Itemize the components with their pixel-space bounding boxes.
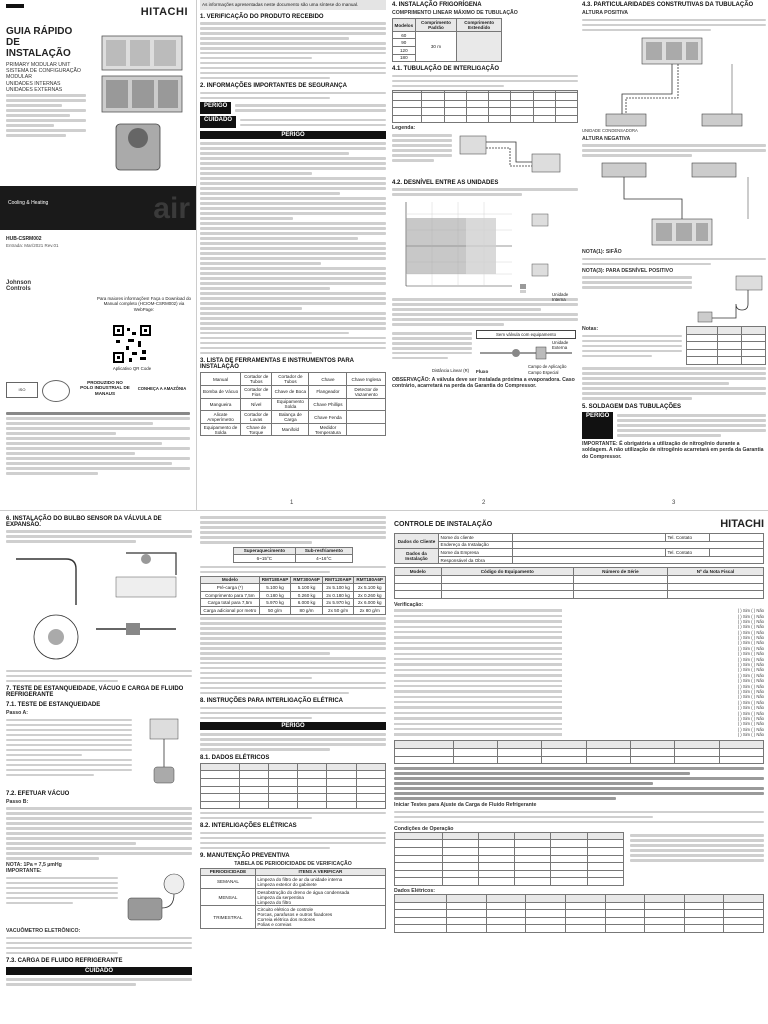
sim-nao-checkbox[interactable]: ( ) Sim ( ) Não bbox=[737, 678, 764, 684]
table-row bbox=[201, 779, 386, 787]
table-row bbox=[393, 93, 578, 101]
sim-nao-checkbox[interactable]: ( ) Sim ( ) Não bbox=[737, 640, 764, 646]
leak-test-diagram bbox=[136, 717, 192, 787]
form-field[interactable] bbox=[573, 591, 667, 599]
checklist-question bbox=[394, 674, 562, 676]
sim-nao-checkbox[interactable]: ( ) Sim ( ) Não bbox=[737, 715, 764, 721]
iso-logo: ISO bbox=[6, 382, 38, 398]
table-row bbox=[395, 855, 624, 863]
cuidado-banner: CUIDADO bbox=[6, 967, 192, 975]
form-field[interactable] bbox=[513, 549, 666, 557]
perigo-banner: PERIGO bbox=[200, 722, 386, 730]
table-row: Responsável da Obra bbox=[395, 556, 764, 564]
sim-nao-checkbox[interactable]: ( ) Sim ( ) Não bbox=[737, 635, 764, 641]
table-row bbox=[395, 863, 624, 871]
importante-label: IMPORTANTE: bbox=[6, 868, 42, 875]
diameter-table bbox=[686, 326, 766, 365]
qr-caption: Aplicativo QR Code bbox=[112, 366, 152, 371]
section-82-heading: 8.2. INTERLIGAÇÕES ELÉTRICAS bbox=[200, 823, 297, 830]
table-row: Dados do Cliente Nome do cliente Tel. Contato bbox=[395, 534, 764, 542]
cover-band bbox=[0, 186, 196, 230]
seal-logo bbox=[42, 380, 70, 402]
table-row bbox=[395, 748, 764, 756]
form-field[interactable] bbox=[441, 591, 573, 599]
sim-nao-checkbox[interactable]: ( ) Sim ( ) Não bbox=[737, 710, 764, 716]
form-field[interactable] bbox=[710, 549, 764, 557]
table-row bbox=[395, 840, 624, 848]
section-42-text bbox=[392, 188, 578, 196]
form-title: CONTROLE DE INSTALAÇÃO bbox=[394, 520, 493, 528]
nota-sifao: NOTA(1): SIFÃO bbox=[582, 249, 622, 256]
installation-control-form bbox=[394, 512, 764, 1024]
checklist-question bbox=[394, 626, 562, 628]
table-row: Modelos Comprimento Padrão Comprimento Estendido bbox=[393, 19, 502, 32]
table-row bbox=[201, 794, 386, 802]
section-1-text bbox=[200, 22, 386, 79]
sim-nao-checkbox[interactable]: ( ) Sim ( ) Não bbox=[737, 629, 764, 635]
altura-positiva-label: ALTURA POSITIVA bbox=[582, 10, 629, 16]
perigo-label: PERIGO bbox=[582, 412, 613, 439]
nitrogen-importante: IMPORTANTE: É obrigatória a utilização de nitrogênio durante a soldagem. A não utilização de nitrogênio acarretará em perda da Garantia do Compressor. bbox=[582, 441, 764, 460]
section-81-heading: 8.1. DADOS ELÉTRICOS bbox=[200, 754, 270, 761]
passo-b-label: Passo B: bbox=[6, 798, 29, 805]
table-row bbox=[395, 847, 624, 855]
table-row bbox=[395, 902, 764, 910]
sim-nao-checkbox[interactable]: ( ) Sim ( ) Não bbox=[737, 699, 764, 705]
checklist-question bbox=[394, 733, 562, 735]
table-row bbox=[393, 100, 578, 108]
verification-checklist bbox=[394, 608, 764, 737]
table-row bbox=[395, 756, 764, 764]
manual-page-3 bbox=[582, 0, 766, 510]
checklist-question bbox=[394, 631, 562, 633]
sim-nao-checkbox[interactable]: ( ) Sim ( ) Não bbox=[737, 721, 764, 727]
section-42-heading: 4.2. DESNÍVEL ENTRE AS UNIDADES bbox=[392, 179, 499, 186]
sim-nao-checkbox[interactable]: ( ) Sim ( ) Não bbox=[737, 651, 764, 657]
table-row bbox=[201, 786, 386, 794]
diagram-label-condensadora: UNIDADE CONDENSADORA bbox=[582, 127, 638, 133]
checklist-question bbox=[394, 647, 562, 649]
superheat-table bbox=[233, 547, 353, 563]
page-number: 2 bbox=[482, 500, 486, 506]
sim-nao-checkbox[interactable]: ( ) Sim ( ) Não bbox=[737, 662, 764, 668]
checklist-question bbox=[394, 723, 562, 725]
form-field[interactable] bbox=[395, 583, 442, 591]
sim-nao-checkbox[interactable]: ( ) Sim ( ) Não bbox=[737, 683, 764, 689]
form-field[interactable] bbox=[395, 575, 442, 583]
checklist-question bbox=[394, 663, 562, 665]
table-row: Alicate Amperímetro Cortador de Luvas Balança de Carga Chave Fenda bbox=[201, 411, 386, 424]
form-field[interactable] bbox=[710, 534, 764, 542]
cover-sub-line: PRIMARY MODULAR UNIT bbox=[6, 62, 71, 68]
table-row: Modelo Código do Equipamento Número de Série Nº da Nota Fiscal bbox=[395, 568, 764, 576]
checklist-question bbox=[394, 642, 562, 644]
section-7-heading: 7. TESTE DE ESTANQUEIDADE, VÁCUO E CARGA DE FLUIDO REFRIGERANTE bbox=[6, 686, 184, 699]
form-field[interactable] bbox=[513, 556, 764, 564]
table-row bbox=[395, 591, 764, 599]
electrical-form-table bbox=[394, 894, 764, 933]
refrigerant-charge-table bbox=[200, 576, 386, 615]
altura-negativa-label: ALTURA NEGATIVA bbox=[582, 135, 631, 142]
table-row: MENSAL Desobstrução do dreno de água condensada Limpeza da serpentina Limpeza do filtro bbox=[201, 888, 386, 906]
table-row bbox=[201, 771, 386, 779]
table-row: Carga total para 7,5m 5.970 kg 6.000 kg 2x 5.970 kg 2x 6.000 kg bbox=[201, 599, 386, 607]
table-row: TRIMESTRAL Circuito elétrico de controle Porcas, parafusos e outros fixadores Correia elétrica dos motores Polias e correias bbox=[201, 906, 386, 929]
table-row: Endereço da Instalação bbox=[395, 541, 764, 549]
more-info-text: Para maiores informações! Faça o Download do Manual completo (HCIOM-CSRM002) via WebPage: bbox=[97, 296, 191, 312]
manual-page-2 bbox=[392, 0, 578, 510]
table-row bbox=[687, 357, 766, 365]
table-row bbox=[395, 917, 764, 925]
table-row: 90 bbox=[393, 39, 502, 47]
table-row: Pré-carga (*) 5.100 kg 5.100 kg 2x 5.100 kg 2x 5.100 kg bbox=[201, 584, 386, 592]
table-row bbox=[395, 583, 764, 591]
form-field[interactable] bbox=[513, 534, 666, 542]
negative-height-diagram bbox=[582, 159, 762, 249]
section-3-heading: 3. LISTA DE FERRAMENTAS E INSTRUMENTOS PARA INSTALAÇÃO bbox=[200, 358, 354, 371]
table-row bbox=[687, 349, 766, 357]
perigo-label: PERIGO bbox=[200, 102, 231, 114]
tools-table bbox=[200, 372, 386, 436]
table-row: Modelo RMT180A6P RMT300A6P RMT120A6P RMT180A6P bbox=[201, 576, 386, 584]
form-field[interactable] bbox=[513, 541, 764, 549]
cover-sub-line: UNIDADES EXTERNAS bbox=[6, 86, 63, 93]
section-41-text bbox=[392, 75, 578, 88]
amazonia-logo: CONHEÇA A AMAZÔNIA bbox=[137, 386, 187, 391]
checklist-question bbox=[394, 696, 562, 698]
table-row bbox=[395, 741, 764, 749]
vacuum-unit-note: NOTA: 1Pa = 7,5 µmHg bbox=[6, 861, 62, 868]
maintenance-table bbox=[200, 868, 386, 929]
johnson-controls-logo: Johnson Controls bbox=[6, 280, 31, 292]
intro-box: As informações apresentadas neste documento são uma síntese do manual. bbox=[200, 0, 386, 10]
cuidado-label: CUIDADO bbox=[200, 116, 236, 128]
checklist-question bbox=[394, 653, 562, 655]
form-field[interactable] bbox=[441, 583, 573, 591]
cover-panel bbox=[0, 0, 197, 510]
section-2-heading: 2. INFORMAÇÕES IMPORTANTES DE SEGURANÇA bbox=[200, 83, 347, 90]
table-row bbox=[395, 878, 624, 886]
section-43-heading: 4.3. PARTICULARIDADES CONSTRUTIVAS DA TUBULAÇÃO bbox=[582, 2, 754, 8]
table-row: Equipamento de Solda Chave de Torque Manifold Medidor Temperatura bbox=[201, 423, 386, 436]
form-field[interactable] bbox=[573, 583, 667, 591]
checklist-question bbox=[394, 685, 562, 687]
table-row bbox=[687, 327, 766, 335]
table-row bbox=[395, 575, 764, 583]
model-note: Entrada: Mar/2021 Rev.01 bbox=[6, 243, 59, 248]
checklist-question bbox=[394, 609, 562, 611]
table-row bbox=[395, 895, 764, 903]
sim-nao-checkbox[interactable]: ( ) Sim ( ) Não bbox=[737, 618, 764, 624]
form-field[interactable] bbox=[667, 591, 763, 599]
table-row: Mangueira Nível Equipamento Solda Chave Phillips bbox=[201, 398, 386, 411]
checklist-question bbox=[394, 620, 562, 622]
page-number: 3 bbox=[672, 500, 676, 506]
cover-sub-line: SISTEMA DE CONFIGURAÇÃO MODULAR bbox=[6, 68, 81, 81]
checklist-question bbox=[394, 712, 562, 714]
manual-page-front bbox=[0, 0, 768, 511]
chart-label-campo: Campo de Aplicação bbox=[528, 364, 567, 369]
vacuum-pump-diagram bbox=[122, 868, 192, 928]
band-watermark: air bbox=[153, 192, 190, 225]
brand-logo: HITACHI bbox=[140, 6, 188, 18]
section-41-heading: 4.1. TUBULAÇÃO DE INTERLIGAÇÃO bbox=[392, 66, 500, 73]
form-field[interactable] bbox=[573, 575, 667, 583]
nota-desnivel: NOTA(3): PARA DESNÍVEL POSITIVO bbox=[582, 267, 674, 274]
checklist-question bbox=[394, 680, 562, 682]
manual-page-back bbox=[0, 512, 768, 1024]
company-address-block bbox=[6, 410, 190, 477]
table-row bbox=[393, 115, 578, 123]
table-row: Superaquecimento Sub-resfriamento bbox=[234, 547, 353, 555]
table-row bbox=[395, 910, 764, 918]
table-row bbox=[687, 334, 766, 342]
table-row: PERIODICIDADE ITENS A VERIFICAR bbox=[201, 868, 386, 876]
notes-label: Notas: bbox=[582, 326, 599, 333]
operating-table bbox=[394, 832, 624, 886]
table-row: 6~15°C 4~16°C bbox=[234, 555, 353, 563]
bulb-sensor-diagram bbox=[6, 545, 190, 609]
table-row bbox=[201, 763, 386, 771]
product-illustration bbox=[96, 34, 190, 174]
form-field[interactable] bbox=[667, 575, 763, 583]
maintenance-title: TABELA DE PERIODICIDADE DE VERIFICAÇÃO bbox=[234, 861, 352, 868]
made-in-manaus: PRODUZIDO NO POLO INDUSTRIAL DE MANAUS bbox=[80, 380, 130, 396]
elevation-chart bbox=[392, 198, 576, 294]
valve-observation: OBSERVAÇÃO: A válvula deve ser instalada próxima a evaporadora. Caso contrário, acarretará na perda da Garantia do Compressor. bbox=[392, 376, 575, 389]
comp-title: COMPRIMENTO LINEAR MÁXIMO DE TUBULAÇÃO bbox=[392, 10, 518, 16]
sim-nao-checkbox[interactable]: ( ) Sim ( ) Não bbox=[737, 608, 764, 614]
electrical-data-label: Dados Elétricos: bbox=[394, 887, 435, 894]
table-row: 180 bbox=[393, 54, 502, 62]
section-42-notes bbox=[392, 298, 578, 326]
equipment-table bbox=[394, 567, 764, 598]
length-table bbox=[392, 18, 502, 62]
sim-nao-checkbox[interactable]: ( ) Sim ( ) Não bbox=[737, 726, 764, 732]
table-row bbox=[201, 801, 386, 809]
operating-conditions-label: Condições de Operação bbox=[394, 825, 454, 832]
qr-code[interactable] bbox=[112, 324, 152, 364]
section-2-text bbox=[200, 92, 386, 100]
client-table bbox=[394, 533, 764, 564]
initial-tests-label: Iniciar Testes para Ajuste da Carga de Fluido Refrigerante bbox=[394, 802, 537, 808]
checklist-question bbox=[394, 615, 562, 617]
sim-nao-checkbox[interactable]: ( ) Sim ( ) Não bbox=[737, 645, 764, 651]
table-row: Dados da Instalação Nome da Empresa Tel. Contato bbox=[395, 549, 764, 557]
checklist-question bbox=[394, 706, 562, 708]
table-row bbox=[393, 108, 578, 116]
section-71-heading: 7.1. TESTE DE ESTANQUEIDADE bbox=[6, 702, 101, 709]
manual-page-1 bbox=[200, 0, 386, 510]
page-number: 1 bbox=[290, 500, 294, 506]
checklist-question bbox=[394, 636, 562, 638]
form-field[interactable] bbox=[667, 583, 763, 591]
table-row: Manual Cortador de Tubos Cortador de Tubos Chave Chave Inglesa bbox=[201, 373, 386, 386]
checklist-question bbox=[394, 717, 562, 719]
section-9-heading: 9. MANUTENÇÃO PREVENTIVA bbox=[200, 853, 290, 860]
chart-label-outdoor: Unidade Externa bbox=[552, 340, 569, 350]
piping-table bbox=[392, 90, 578, 124]
sim-nao-checkbox[interactable]: ( ) Sim ( ) Não bbox=[737, 672, 764, 678]
brand-logo: HITACHI bbox=[720, 518, 764, 530]
vacuometro-label: VACUÔMETRO ELETRÔNICO: bbox=[6, 928, 81, 935]
band-text: Cooling & Heating bbox=[8, 200, 49, 206]
checklist-question bbox=[394, 690, 562, 692]
piping-diagram bbox=[456, 132, 566, 176]
form-field[interactable] bbox=[441, 575, 573, 583]
section-8-heading: 8. INSTRUÇÕES PARA INTERLIGAÇÃO ELÉTRICA bbox=[200, 698, 344, 705]
sim-nao-checkbox[interactable]: ( ) Sim ( ) Não bbox=[737, 689, 764, 694]
chart-label-indoor: Unidade Interna bbox=[552, 292, 569, 302]
table-row: Comprimento para 7,5m 0.180 kg 0.260 kg 2x 0.180 kg 2x 0.260 kg bbox=[201, 591, 386, 599]
table-row bbox=[687, 342, 766, 350]
perigo-banner: PERIGO bbox=[200, 131, 386, 139]
sim-nao-checkbox[interactable]: ( ) Sim ( ) Não bbox=[737, 624, 764, 630]
manual-page-4 bbox=[6, 512, 192, 1024]
table-row bbox=[395, 832, 624, 840]
manual-page-5 bbox=[200, 512, 386, 1024]
bulb-position-diagram bbox=[6, 609, 190, 667]
table-row: Carga adicional por metro 50 g/m 80 g/m 2x 50 g/m 2x 80 g/m bbox=[201, 607, 386, 615]
sim-nao-checkbox[interactable]: ( ) Sim ( ) Não bbox=[737, 694, 764, 700]
sim-nao-checkbox[interactable]: ( ) Sim ( ) Não bbox=[737, 667, 764, 673]
section-1-heading: 1. VERIFICAÇÃO DO PRODUTO RECEBIDO bbox=[200, 13, 324, 20]
section-72-heading: 7.2. EFETUAR VÁCUO bbox=[6, 790, 70, 797]
electrical-data-table bbox=[200, 763, 386, 810]
section-5-heading: 5. SOLDAGEM DAS TUBULAÇÕES bbox=[582, 403, 682, 410]
sifao-diagram bbox=[696, 274, 766, 324]
table-row: Bomba de Vácuo Cortador de Fios Chave de Boca Flangeador Detector de Vazamento bbox=[201, 386, 386, 399]
checklist-question bbox=[394, 669, 562, 671]
cover-title: GUIA RÁPIDO DE INSTALAÇÃO bbox=[6, 26, 73, 59]
section-73-heading: 7.3. CARGA DE FLUIDO REFRIGERANTE bbox=[6, 958, 123, 965]
model-code: HUB-CSRM002 bbox=[6, 236, 42, 242]
flow-label: Fluxo bbox=[476, 368, 489, 374]
checklist-question bbox=[394, 728, 562, 730]
passo-a-label: Passo A: bbox=[6, 710, 29, 717]
cover-model-list bbox=[6, 92, 86, 139]
table-row: 60 30 m bbox=[393, 31, 502, 39]
cover-sub-line: UNIDADES INTERNAS bbox=[6, 80, 61, 87]
section-4-heading: 4. INSTALAÇÃO FRIGORÍGENA bbox=[392, 2, 482, 8]
chart-label-distance: Distância Linear (R) bbox=[432, 368, 470, 373]
sim-nao-checkbox[interactable]: ( ) Sim ( ) Não bbox=[737, 613, 764, 619]
table-row bbox=[395, 870, 624, 878]
cover-subtitles bbox=[6, 62, 96, 93]
table-row bbox=[395, 925, 764, 933]
table-row: SEMANAL Limpeza do filtro de ar da unidade interna Limpeza exterior do gabinete bbox=[201, 876, 386, 889]
sim-nao-checkbox[interactable]: ( ) Sim ( ) Não bbox=[737, 656, 764, 662]
checklist-question bbox=[394, 658, 562, 660]
sim-nao-checkbox[interactable]: ( ) Sim ( ) Não bbox=[737, 732, 764, 738]
checklist-question bbox=[394, 701, 562, 703]
chart-label-especial: Campo Especial bbox=[528, 370, 559, 375]
legend-label: Legenda: bbox=[392, 125, 416, 132]
form-field[interactable] bbox=[395, 591, 442, 599]
verification-label: Verificação: bbox=[394, 601, 424, 608]
sim-nao-checkbox[interactable]: ( ) Sim ( ) Não bbox=[737, 705, 764, 711]
valve-label: Sem válvula com equipamento bbox=[476, 330, 576, 339]
section-6-heading: 6. INSTALAÇÃO DO BULBO SENSOR DA VÁLVULA DE EXPANSÃO. bbox=[6, 516, 162, 528]
safety-text bbox=[200, 142, 386, 354]
table-row: 120 bbox=[393, 46, 502, 54]
measurements-table bbox=[394, 740, 764, 764]
brand-mark bbox=[6, 4, 24, 8]
checklist-row bbox=[394, 732, 764, 737]
positive-height-diagram bbox=[582, 34, 762, 128]
